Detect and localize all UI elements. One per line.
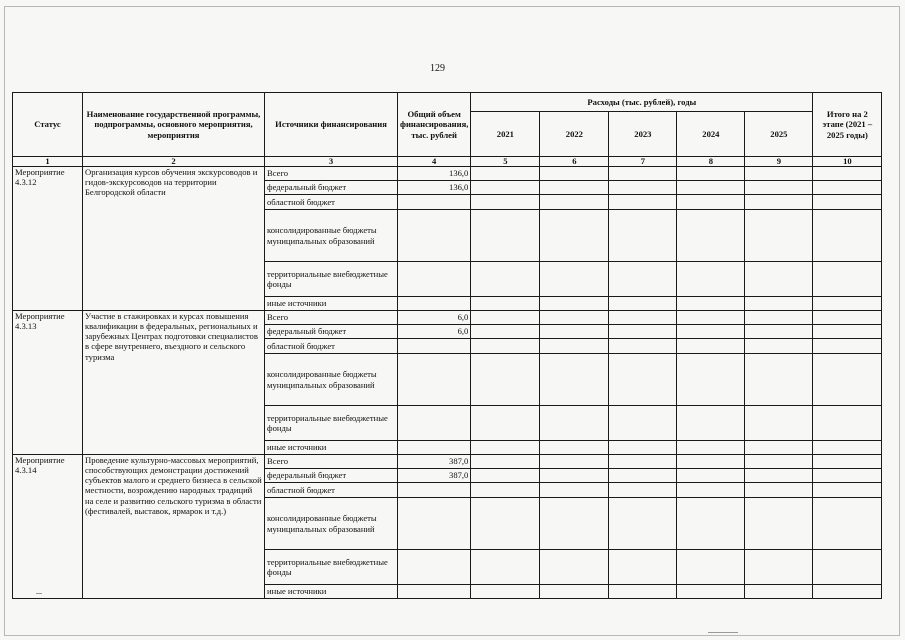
empty-cell [540,469,609,483]
total-value: 136,0 [398,181,471,195]
source-label: иные источники [265,585,398,599]
header-expenses: Расходы (тыс. рублей), годы [471,93,813,112]
empty-cell [677,297,745,311]
activity-title: Участие в стажировках и курсах повышения квалификации в федеральных, региональных и зарубежных Центрах подготовки специалистов в сфере внутреннего, въездного и сельского туризма [83,311,265,455]
table-body [13,167,882,599]
total-value [398,483,471,498]
empty-cell [813,406,882,441]
empty-cell [813,550,882,585]
empty-cell [540,441,609,455]
header-itog: Итого на 2 этапе (2021 – 2025 годы) [813,93,882,157]
column-number: 5 [471,157,540,167]
empty-cell [540,354,609,406]
empty-cell [540,325,609,339]
empty-cell [745,311,813,325]
header-year: 2023 [609,112,677,157]
empty-cell [677,181,745,195]
source-label: областной бюджет [265,195,398,210]
empty-cell [471,262,540,297]
column-number: 1 [13,157,83,167]
empty-cell [471,406,540,441]
header-name: Наименование государственной программы, подпрограммы, основного мероприятия, мероприятия [83,93,265,157]
empty-cell [745,354,813,406]
empty-cell [745,550,813,585]
empty-cell [471,325,540,339]
empty-cell [677,167,745,181]
empty-cell [471,210,540,262]
header-year: 2021 [471,112,540,157]
empty-cell [745,167,813,181]
empty-cell [540,311,609,325]
empty-cell [471,550,540,585]
column-number: 2 [83,157,265,167]
column-number: 9 [745,157,813,167]
empty-cell [471,441,540,455]
column-number: 10 [813,157,882,167]
empty-cell [745,297,813,311]
total-value: 6,0 [398,325,471,339]
empty-cell [609,354,677,406]
empty-cell [609,406,677,441]
financing-table [12,92,882,599]
empty-cell [609,498,677,550]
source-label: территориальные внебюджетные фонды [265,550,398,585]
empty-cell [813,297,882,311]
header-status: Статус [13,93,83,157]
empty-cell [609,311,677,325]
scan-mark [708,632,738,633]
total-value [398,354,471,406]
empty-cell [609,167,677,181]
empty-cell [677,469,745,483]
total-value [398,195,471,210]
empty-cell [677,441,745,455]
total-value [398,210,471,262]
empty-cell [471,585,540,599]
empty-cell [677,339,745,354]
empty-cell [471,311,540,325]
column-number: 6 [540,157,609,167]
total-value: 136,0 [398,167,471,181]
empty-cell [813,354,882,406]
empty-cell [609,441,677,455]
empty-cell [540,498,609,550]
empty-cell [813,483,882,498]
empty-cell [471,167,540,181]
header-year: 2022 [540,112,609,157]
empty-cell [471,483,540,498]
empty-cell [540,167,609,181]
empty-cell [677,406,745,441]
empty-cell [745,585,813,599]
page-number: 129 [430,63,445,74]
empty-cell [745,325,813,339]
empty-cell [677,483,745,498]
source-label: федеральный бюджет [265,469,398,483]
empty-cell [540,585,609,599]
empty-cell [813,262,882,297]
empty-cell [677,325,745,339]
column-number: 8 [677,157,745,167]
header-year: 2024 [677,112,745,157]
empty-cell [540,406,609,441]
activity-title: Организация курсов обучения экскурсоводов и гидов-экскурсоводов на территории Белгородской области [83,167,265,311]
empty-cell [813,585,882,599]
table-row [13,167,882,181]
source-label: территориальные внебюджетные фонды [265,262,398,297]
empty-cell [540,262,609,297]
empty-cell [609,262,677,297]
header-sources: Источники финансирования [265,93,398,157]
empty-cell [471,469,540,483]
activity-status: Мероприятие 4.3.14 [13,455,83,599]
empty-cell [745,498,813,550]
table-row [13,311,882,325]
empty-cell [609,483,677,498]
empty-cell [471,181,540,195]
empty-cell [745,455,813,469]
empty-cell [471,195,540,210]
column-number: 7 [609,157,677,167]
empty-cell [813,441,882,455]
empty-cell [609,550,677,585]
empty-cell [471,339,540,354]
empty-cell [609,195,677,210]
empty-cell [609,181,677,195]
table-row [13,455,882,469]
source-label: консолидированные бюджеты муниципальных образований [265,354,398,406]
empty-cell [609,455,677,469]
empty-cell [677,455,745,469]
empty-cell [813,210,882,262]
scan-mark [36,593,42,594]
empty-cell [677,311,745,325]
empty-cell [540,297,609,311]
source-label: иные источники [265,441,398,455]
source-label: иные источники [265,297,398,311]
source-label: областной бюджет [265,339,398,354]
empty-cell [540,181,609,195]
column-numbers-row [13,157,882,167]
empty-cell [540,550,609,585]
empty-cell [745,483,813,498]
empty-cell [813,195,882,210]
empty-cell [813,325,882,339]
empty-cell [745,406,813,441]
source-label: федеральный бюджет [265,325,398,339]
empty-cell [540,455,609,469]
empty-cell [677,354,745,406]
empty-cell [813,498,882,550]
empty-cell [745,262,813,297]
source-label: Всего [265,311,398,325]
empty-cell [471,297,540,311]
total-value [398,339,471,354]
empty-cell [609,210,677,262]
empty-cell [677,498,745,550]
source-label: консолидированные бюджеты муниципальных образований [265,210,398,262]
empty-cell [609,325,677,339]
empty-cell [609,469,677,483]
empty-cell [813,311,882,325]
total-value [398,550,471,585]
empty-cell [745,469,813,483]
empty-cell [609,297,677,311]
empty-cell [471,455,540,469]
empty-cell [813,181,882,195]
empty-cell [677,210,745,262]
empty-cell [540,483,609,498]
source-label: Всего [265,455,398,469]
total-value [398,585,471,599]
header-year: 2025 [745,112,813,157]
empty-cell [471,354,540,406]
empty-cell [745,210,813,262]
empty-cell [677,195,745,210]
empty-cell [677,262,745,297]
empty-cell [813,167,882,181]
empty-cell [609,585,677,599]
total-value: 387,0 [398,455,471,469]
empty-cell [677,585,745,599]
empty-cell [677,550,745,585]
total-value: 387,0 [398,469,471,483]
empty-cell [540,339,609,354]
source-label: федеральный бюджет [265,181,398,195]
empty-cell [540,210,609,262]
column-number: 3 [265,157,398,167]
empty-cell [745,339,813,354]
source-label: территориальные внебюджетные фонды [265,406,398,441]
total-value [398,297,471,311]
empty-cell [813,339,882,354]
activity-title: Проведение культурно-массовых мероприятий, способствующих демонстрации достижений субъектов малого и среднего бизнеса в сельской местности, возрождению народных традиций на селе и развитию сельского туризма в области (фестивалей, выставок, ярмарок и т.д.) [83,455,265,599]
header-total: Общий объем финансирования, тыс. рублей [398,93,471,157]
source-label: консолидированные бюджеты муниципальных образований [265,498,398,550]
activity-status: Мероприятие 4.3.13 [13,311,83,455]
total-value: 6,0 [398,311,471,325]
activity-status: Мероприятие 4.3.12 [13,167,83,311]
total-value [398,406,471,441]
source-label: Всего [265,167,398,181]
empty-cell [609,339,677,354]
total-value [398,262,471,297]
empty-cell [813,469,882,483]
total-value [398,498,471,550]
empty-cell [471,498,540,550]
empty-cell [745,181,813,195]
empty-cell [540,195,609,210]
empty-cell [745,441,813,455]
column-number: 4 [398,157,471,167]
empty-cell [813,455,882,469]
total-value [398,441,471,455]
source-label: областной бюджет [265,483,398,498]
empty-cell [745,195,813,210]
